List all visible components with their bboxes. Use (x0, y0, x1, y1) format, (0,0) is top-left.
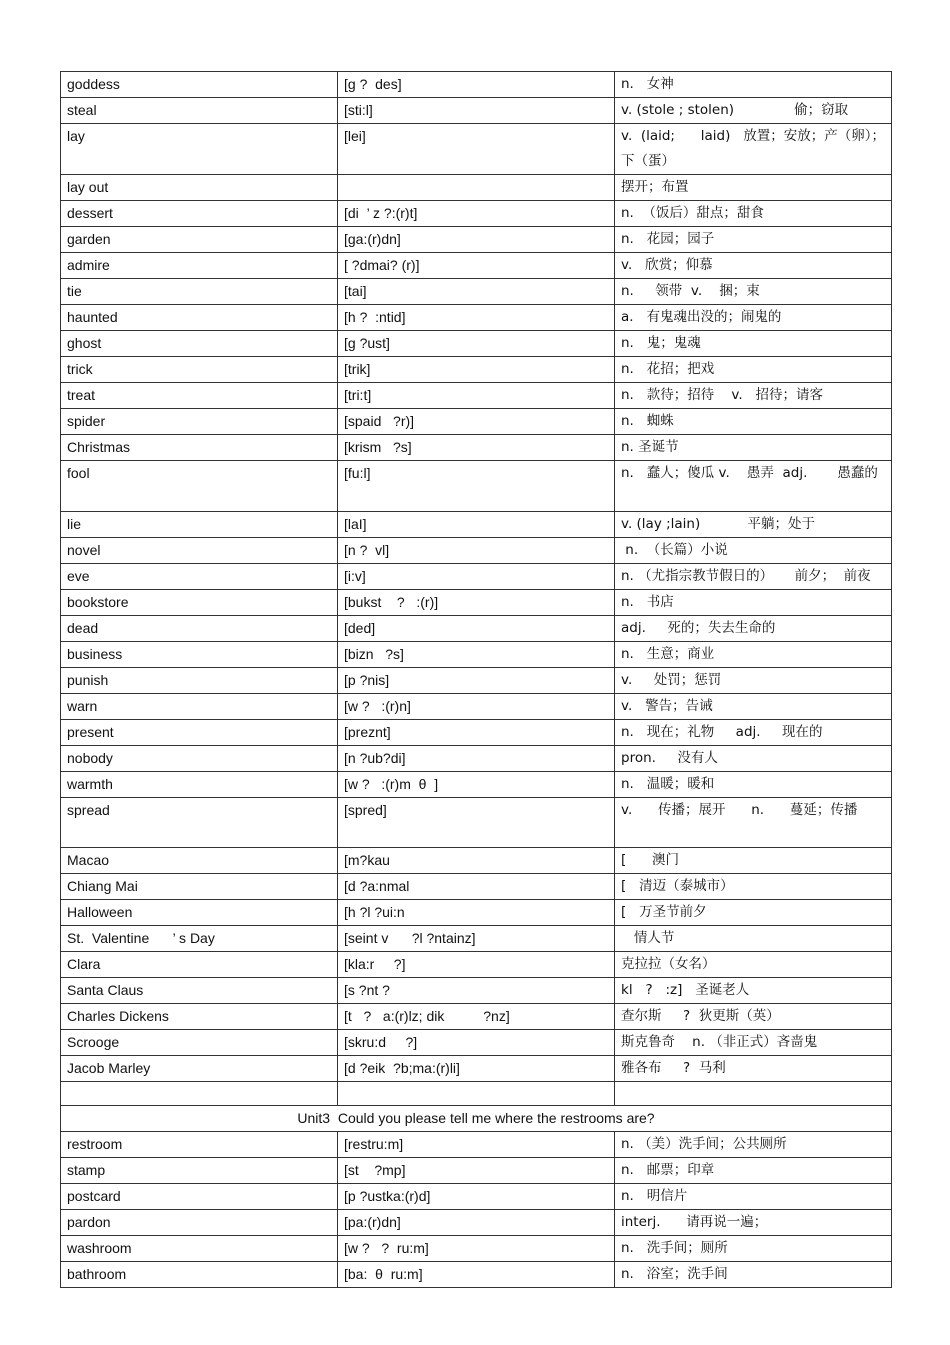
table-row (61, 746, 892, 772)
word-cell: lie (61, 512, 338, 538)
phonetic-cell: [tri:t] (338, 383, 615, 409)
phonetic-cell: [d ?a:nmal (338, 874, 615, 900)
meaning-cell (615, 1082, 892, 1106)
table-row (61, 331, 892, 357)
table-row (61, 1262, 892, 1288)
meaning-cell: 情人节 (615, 926, 892, 952)
phonetic-cell: [bukst ? :(r)] (338, 590, 615, 616)
meaning-cell: [ 清迈（泰城市） (615, 874, 892, 900)
word-cell: Macao (61, 848, 338, 874)
phonetic-cell: [spaid ?r)] (338, 409, 615, 435)
meaning-cell: n. 蠢人；傻瓜 v. 愚弄 adj. 愚蠢的 (615, 461, 892, 512)
word-cell: pardon (61, 1210, 338, 1236)
word-cell: Chiang Mai (61, 874, 338, 900)
table-row (61, 1030, 892, 1056)
phonetic-cell: [kla:r ?] (338, 952, 615, 978)
meaning-cell: n. 圣诞节 (615, 435, 892, 461)
phonetic-cell: [spred] (338, 798, 615, 848)
phonetic-cell: [lei] (338, 124, 615, 175)
word-cell: treat (61, 383, 338, 409)
phonetic-cell: [skru:d ?] (338, 1030, 615, 1056)
table-row (61, 900, 892, 926)
phonetic-cell: [fu:l] (338, 461, 615, 512)
word-cell: St. Valentine ’ s Day (61, 926, 338, 952)
meaning-cell: n. 花招；把戏 (615, 357, 892, 383)
table-row (61, 175, 892, 201)
meaning-cell: n. 邮票；印章 (615, 1158, 892, 1184)
meaning-cell: v. 传播；展开 n. 蔓延；传播 (615, 798, 892, 848)
phonetic-cell: [d ?eik ?b;ma:(r)li] (338, 1056, 615, 1082)
phonetic-cell: [trik] (338, 357, 615, 383)
table-row (61, 590, 892, 616)
meaning-cell: n. （美）洗手间；公共厕所 (615, 1132, 892, 1158)
word-cell: lay out (61, 175, 338, 201)
table-row (61, 720, 892, 746)
meaning-cell: n. 蜘蛛 (615, 409, 892, 435)
phonetic-cell: [t ? a:(r)lz; dik ?nz] (338, 1004, 615, 1030)
unit-header-row (61, 1106, 892, 1132)
table-row (61, 512, 892, 538)
table-row (61, 538, 892, 564)
word-cell: eve (61, 564, 338, 590)
table-row (61, 357, 892, 383)
phonetic-cell: [di ’ z ?:(r)t] (338, 201, 615, 227)
phonetic-cell: [w ? ? ru:m] (338, 1236, 615, 1262)
meaning-cell: 斯克鲁奇 n. （非正式）吝啬鬼 (615, 1030, 892, 1056)
table-row (61, 1056, 892, 1082)
meaning-cell: n. 明信片 (615, 1184, 892, 1210)
word-cell: restroom (61, 1132, 338, 1158)
word-cell: bookstore (61, 590, 338, 616)
table-row (61, 1236, 892, 1262)
table-row (61, 305, 892, 331)
word-cell: nobody (61, 746, 338, 772)
word-cell: haunted (61, 305, 338, 331)
meaning-cell: n. 现在；礼物 adj. 现在的 (615, 720, 892, 746)
table-row (61, 848, 892, 874)
phonetic-cell (338, 1082, 615, 1106)
phonetic-cell: [ ?dmai? (r)] (338, 253, 615, 279)
word-cell: Santa Claus (61, 978, 338, 1004)
word-cell: steal (61, 98, 338, 124)
meaning-cell: v. 处罚；惩罚 (615, 668, 892, 694)
unit-title: Unit3 Could you please tell me where the restrooms are? (61, 1106, 892, 1132)
table-row (61, 642, 892, 668)
meaning-cell: n. 书店 (615, 590, 892, 616)
meaning-cell: n. 款待；招待 v. 招待；请客 (615, 383, 892, 409)
word-cell: stamp (61, 1158, 338, 1184)
table-row (61, 279, 892, 305)
phonetic-cell: [pa:(r)dn] (338, 1210, 615, 1236)
meaning-cell: v. 警告；告诫 (615, 694, 892, 720)
table-row (61, 383, 892, 409)
word-cell: business (61, 642, 338, 668)
word-cell: warn (61, 694, 338, 720)
word-cell: punish (61, 668, 338, 694)
meaning-cell: interj. 请再说一遍； (615, 1210, 892, 1236)
meaning-cell: n. （饭后）甜点；甜食 (615, 201, 892, 227)
phonetic-cell: [g ?ust] (338, 331, 615, 357)
word-cell: ghost (61, 331, 338, 357)
table-row (61, 98, 892, 124)
meaning-cell: 克拉拉（女名） (615, 952, 892, 978)
phonetic-cell: [preznt] (338, 720, 615, 746)
phonetic-cell: [ded] (338, 616, 615, 642)
meaning-cell: kl ? :z] 圣诞老人 (615, 978, 892, 1004)
meaning-cell: pron. 没有人 (615, 746, 892, 772)
word-cell (61, 1082, 338, 1106)
word-cell: trick (61, 357, 338, 383)
phonetic-cell: [i:v] (338, 564, 615, 590)
phonetic-cell: [w ? :(r)m θ ] (338, 772, 615, 798)
table-row (61, 978, 892, 1004)
table-row (61, 564, 892, 590)
phonetic-cell: [n ?ub?di] (338, 746, 615, 772)
meaning-cell: v. (stole ; stolen) 偷；窃取 (615, 98, 892, 124)
meaning-cell: n. 浴室；洗手间 (615, 1262, 892, 1288)
meaning-cell: 摆开；布置 (615, 175, 892, 201)
table-row (61, 435, 892, 461)
word-cell: bathroom (61, 1262, 338, 1288)
table-row (61, 1158, 892, 1184)
phonetic-cell: [restru:m] (338, 1132, 615, 1158)
table-row (61, 201, 892, 227)
phonetic-cell: [s ?nt ? (338, 978, 615, 1004)
word-cell: Halloween (61, 900, 338, 926)
word-cell: novel (61, 538, 338, 564)
word-cell: dessert (61, 201, 338, 227)
phonetic-cell: [ba: θ ru:m] (338, 1262, 615, 1288)
word-cell: postcard (61, 1184, 338, 1210)
phonetic-cell: [h ?l ?ui:n (338, 900, 615, 926)
phonetic-cell: [p ?ustka:(r)d] (338, 1184, 615, 1210)
phonetic-cell: [krism ?s] (338, 435, 615, 461)
table-row (61, 874, 892, 900)
table-row (61, 1132, 892, 1158)
word-cell: garden (61, 227, 338, 253)
table-row (61, 694, 892, 720)
meaning-cell: n. 鬼；鬼魂 (615, 331, 892, 357)
word-cell: Jacob Marley (61, 1056, 338, 1082)
table-row (61, 1082, 892, 1106)
meaning-cell: v. 欣赏；仰慕 (615, 253, 892, 279)
phonetic-cell: [ga:(r)dn] (338, 227, 615, 253)
vocabulary-table-body (61, 72, 892, 1288)
meaning-cell: n. 洗手间；厕所 (615, 1236, 892, 1262)
meaning-cell: n. 温暖；暖和 (615, 772, 892, 798)
meaning-cell: n. 领带 v. 捆；束 (615, 279, 892, 305)
meaning-cell: n. 花园；园子 (615, 227, 892, 253)
word-cell: Clara (61, 952, 338, 978)
word-cell: admire (61, 253, 338, 279)
word-cell: lay (61, 124, 338, 175)
table-row (61, 72, 892, 98)
meaning-cell: [ 万圣节前夕 (615, 900, 892, 926)
table-row (61, 926, 892, 952)
word-cell: tie (61, 279, 338, 305)
vocabulary-table (60, 71, 892, 1288)
word-cell: washroom (61, 1236, 338, 1262)
table-row (61, 952, 892, 978)
table-row (61, 1184, 892, 1210)
table-row (61, 798, 892, 848)
phonetic-cell: [n ? vl] (338, 538, 615, 564)
table-row (61, 668, 892, 694)
table-row (61, 1210, 892, 1236)
meaning-cell: a. 有鬼魂出没的；闹鬼的 (615, 305, 892, 331)
meaning-cell: n. 女神 (615, 72, 892, 98)
phonetic-cell: [w ? :(r)n] (338, 694, 615, 720)
phonetic-cell: [m?kau (338, 848, 615, 874)
meaning-cell: 查尔斯 ? 狄更斯（英） (615, 1004, 892, 1030)
meaning-cell: adj. 死的；失去生命的 (615, 616, 892, 642)
word-cell: spread (61, 798, 338, 848)
phonetic-cell: [h ? :ntid] (338, 305, 615, 331)
word-cell: spider (61, 409, 338, 435)
table-row (61, 409, 892, 435)
phonetic-cell: [laI] (338, 512, 615, 538)
word-cell: goddess (61, 72, 338, 98)
meaning-cell: n. （长篇）小说 (615, 538, 892, 564)
phonetic-cell: [seint v ?l ?ntainz] (338, 926, 615, 952)
meaning-cell: v. (lay ;lain) 平躺；处于 (615, 512, 892, 538)
table-row (61, 461, 892, 512)
phonetic-cell: [p ?nis] (338, 668, 615, 694)
meaning-cell: n. 生意；商业 (615, 642, 892, 668)
table-row (61, 124, 892, 175)
meaning-cell: 雅各布 ? 马利 (615, 1056, 892, 1082)
word-cell: dead (61, 616, 338, 642)
phonetic-cell: [st ?mp] (338, 1158, 615, 1184)
word-cell: Charles Dickens (61, 1004, 338, 1030)
meaning-cell: v. (laid; laid) 放置；安放；产（卵）；下（蛋） (615, 124, 892, 175)
phonetic-cell: [bizn ?s] (338, 642, 615, 668)
table-row (61, 616, 892, 642)
word-cell: fool (61, 461, 338, 512)
table-row (61, 1004, 892, 1030)
meaning-cell: n. （尤指宗教节假日的） 前夕； 前夜 (615, 564, 892, 590)
word-cell: Scrooge (61, 1030, 338, 1056)
phonetic-cell: [g ? des] (338, 72, 615, 98)
table-row (61, 253, 892, 279)
word-cell: warmth (61, 772, 338, 798)
word-cell: Christmas (61, 435, 338, 461)
phonetic-cell: [sti:l] (338, 98, 615, 124)
word-cell: present (61, 720, 338, 746)
table-row (61, 772, 892, 798)
phonetic-cell: [tai] (338, 279, 615, 305)
phonetic-cell (338, 175, 615, 201)
meaning-cell: [ 澳门 (615, 848, 892, 874)
table-row (61, 227, 892, 253)
